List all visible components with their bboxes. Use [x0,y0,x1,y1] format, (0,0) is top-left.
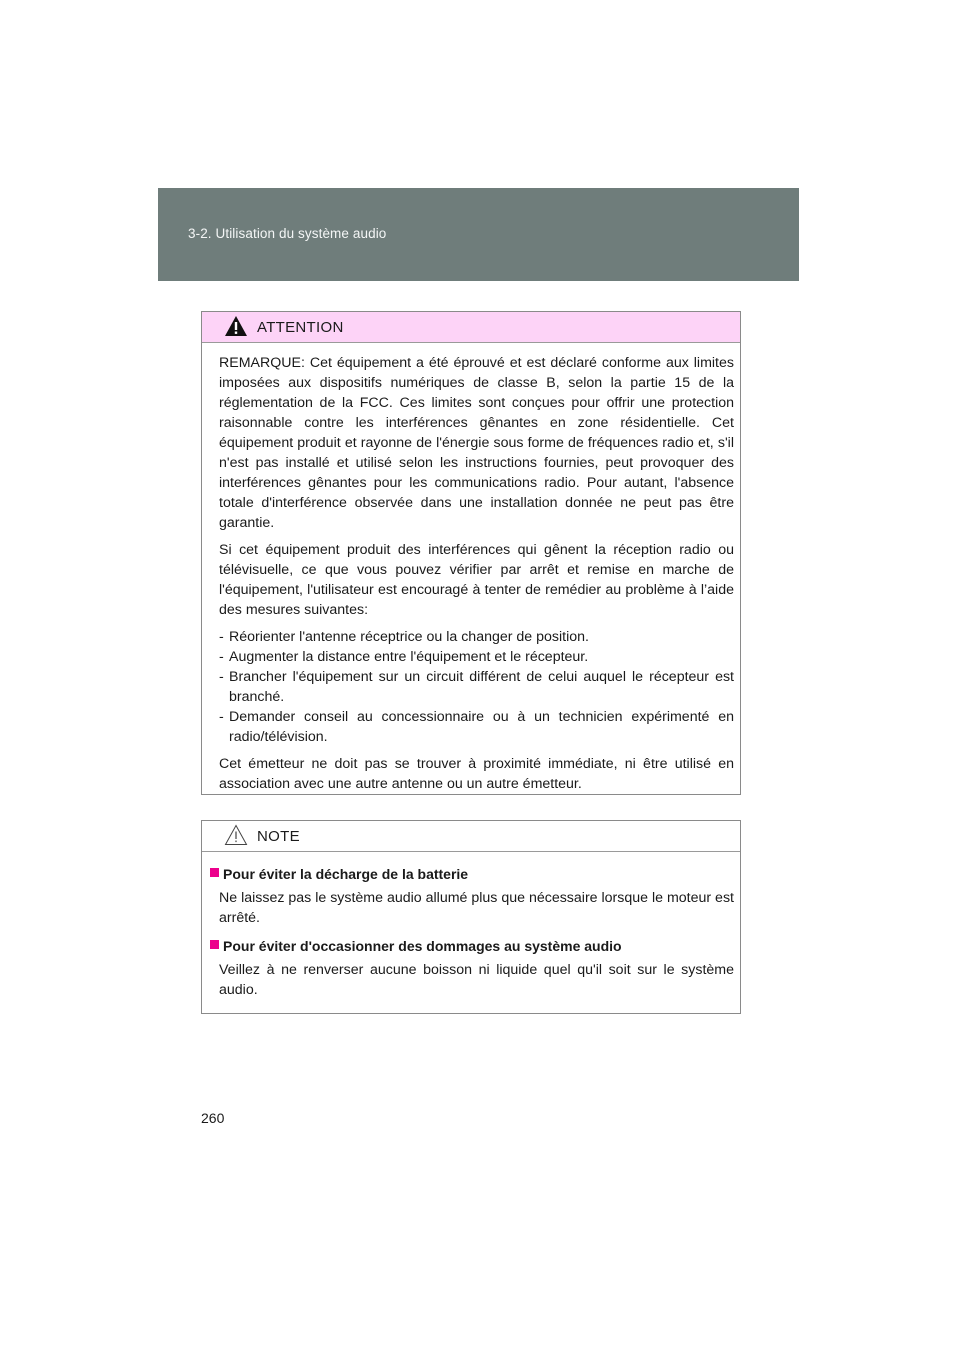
note-title: NOTE [257,828,300,845]
dash-marker: - [219,669,224,685]
warning-triangle-icon [224,315,248,337]
measure-item [219,707,734,747]
attention-paragraph: Si cet équipement produit des interférences qui gênent la réception radio ou télévisuelle, ce que vous pouvez vérifier par arrêt et remise en marche de l'équipement, l'utilisateur est encouragé à tenter de remédier au problème à l’aide des mesures suivantes: [219,542,734,618]
square-bullet-icon [210,868,219,877]
section-header-bar [158,188,799,281]
measure-text: Brancher l'équipement sur un circuit différent de celui auquel le récepteur est branché. [229,669,734,705]
note-paragraph: Ne laissez pas le système audio allumé plus que nécessaire lorsque le moteur est arrêté. [219,890,734,926]
dash-marker: - [219,629,224,645]
attention-closing: Cet émetteur ne doit pas se trouver à proximité immédiate, ni être utilisé en association avec une autre antenne ou un autre émetteur. [219,756,734,792]
note-subheading [210,936,734,956]
measures-list [219,627,734,747]
attention-paragraph: REMARQUE: Cet équipement a été éprouvé et est déclaré conforme aux limites imposées aux dispositifs numériques de classe B, selon la partie 15 de la réglementation de la FCC. Ces limites sont conçues pour offrir une protection raisonnable contre les interférences gênantes en zone résidentielle. Cet équipement produit et rayonne de l'énergie sous forme de fréquences radio et, s'il n'est pas installé et utilisé selon les instructions fournies, peut provoquer des interférences gênantes pour les communications radio. Pour autant, l'absence totale d'interférence observée dans une installation donnée ne peut pas être garantie. [219,355,734,531]
dash-marker: - [219,709,224,725]
measure-text: Augmenter la distance entre l'équipement et le récepteur. [229,649,589,665]
measure-text: Réorienter l'antenne réceptrice ou la changer de position. [229,629,589,645]
note-body [202,852,740,1000]
dash-marker: - [219,649,224,665]
page-number: 260 [201,1110,225,1126]
measure-text: Demander conseil au concessionnaire ou à un technicien expérimenté en radio/télévision. [229,709,734,745]
caution-triangle-outline-icon [224,824,248,846]
square-bullet-icon [210,940,219,949]
attention-header [202,312,740,343]
attention-body [202,343,740,794]
note-paragraph: Veillez à ne renverser aucune boisson ni liquide quel qu'il soit sur le système audio. [219,962,734,998]
attention-title: ATTENTION [257,319,344,336]
note-subheading-text: Pour éviter d'occasionner des dommages au système audio [223,938,622,954]
section-title: 3-2. Utilisation du système audio [188,226,387,241]
measure-item [219,627,734,647]
note-subheading [210,864,734,884]
note-subheading-text: Pour éviter la décharge de la batterie [223,866,469,882]
note-header [202,821,740,852]
measure-item [219,647,734,667]
measure-item [219,667,734,707]
note-box [201,820,741,1014]
attention-box [201,311,741,795]
